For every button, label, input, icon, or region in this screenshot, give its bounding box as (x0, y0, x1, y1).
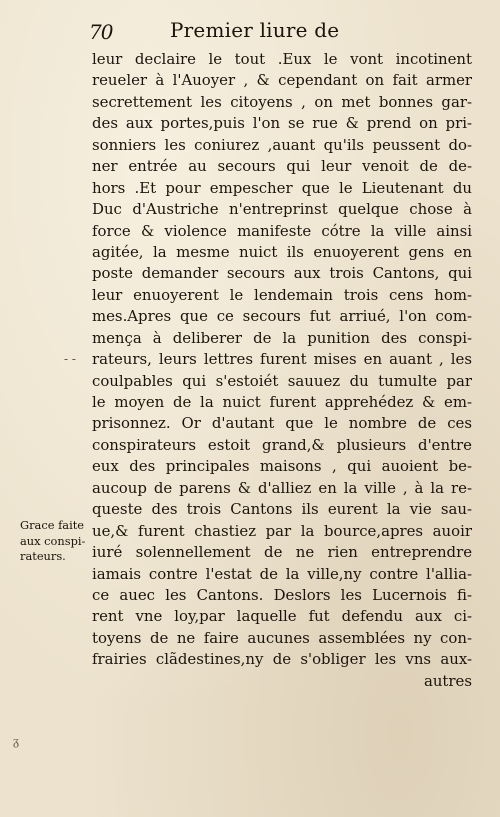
bottom-ink-mark: ᵹ (13, 734, 20, 749)
text-line: le moyen de la nuict furent apprehédez & em- (92, 393, 472, 411)
text-line: mes.Apres que ce secours fut arriué, l'on com- (92, 307, 472, 326)
margin-note-line: aux conspi- (20, 533, 86, 548)
text-line: aucoup de parens & d'alliez en la ville , à la re- (92, 478, 472, 497)
text-line: force & violence manifeste cótre la ville ainsi (92, 221, 472, 240)
text-line: rent vne loy,par laquelle fut defendu aux ci- (92, 607, 472, 626)
page-number: 70 (89, 20, 113, 44)
margin-note-line: Grace faite (20, 518, 85, 532)
text-line: ner entrée au secours qui leur venoit de de- (92, 157, 472, 176)
text-line: frairies clãdestines,ny de s'obliger les vns aux- (92, 650, 472, 669)
text-line: prisonnez. Or d'autant que le nombre de ces (92, 414, 472, 433)
catchword: autres (423, 671, 472, 690)
text-line: hors .Et pour empescher que le Lieutenant du (92, 178, 472, 197)
text-line: conspirateurs estoit grand,& plusieurs d'entre (92, 435, 472, 454)
text-line: coulpables qui s'estoiét sauuez du tumulte par (92, 371, 472, 390)
text-line: leur declaire le tout .Eux le vont incotinent (92, 50, 472, 68)
text-line: ce auec les Cantons. Deslors les Lucernois fi- (92, 585, 472, 604)
text-line: eux des principales maisons , qui auoient be- (92, 457, 472, 476)
text-line: secrettement les citoyens , on met bonnes gar- (92, 92, 472, 111)
running-head: Premier liure de (170, 18, 340, 42)
text-line: poste demander secours aux trois Cantons, qui (92, 264, 472, 283)
text-line: rateurs, leurs lettres furent mises en auant , les (92, 350, 472, 369)
text-line: Duc d'Austriche n'entreprinst quelque chose à (92, 200, 472, 219)
text-line: ue,& furent chastiez par la bource,apres auoir (92, 521, 472, 540)
text-line: queste des trois Cantons ils eurent la vie sau- (92, 500, 472, 519)
margin-note-line: rateurs. (20, 549, 66, 564)
text-line: iamais contre l'estat de la ville,ny contre l'allia- (92, 564, 472, 583)
margin-note (20, 518, 100, 565)
body-text (92, 49, 472, 692)
text-line: agitée, la mesme nuict ils enuoyerent gens en (92, 242, 472, 261)
text-line: mença à deliberer de la punition des conspi- (92, 328, 472, 347)
text-line: des aux portes,puis l'on se rue & prend on pri- (92, 114, 472, 133)
text-line: toyens de ne faire aucunes assemblées ny con- (92, 628, 472, 647)
text-line: reueler à l'Auoyer , & cependant on fait armer (92, 71, 472, 90)
text-line: sonniers les coniurez ,auant qu'ils peussent do- (92, 135, 472, 154)
text-line: leur enuoyerent le lendemain trois cens hom- (92, 285, 472, 304)
margin-dash-mark: - - (64, 352, 76, 366)
text-line: iuré solennellement de ne rien entreprendre (92, 543, 472, 562)
